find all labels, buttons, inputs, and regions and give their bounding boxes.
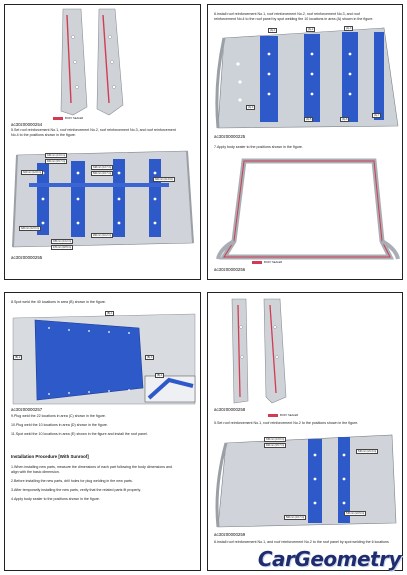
weld-area-label: (A)-5 [306,118,312,121]
dimension-label: 324 mm (12.8 in) [23,171,42,174]
procedure-line: 3.After temporarily installing the new parts, verify that the related parts fit properly. [11,488,141,492]
procedure-line: 4.Apply body sealer to the positions shown in the figure. [11,497,100,501]
weld-area-label: (A)-1 [270,29,276,32]
step-text-line: No.4 to the positions shown in the figure. [11,133,76,137]
dimension-label: 335 mm (13.2 in) [53,240,72,243]
weld-area-label: (B)-4 [157,374,163,377]
dimension-label: 345 mm (13.6 in) [266,438,285,441]
sealer-legend [53,117,83,120]
manual-page-4 [207,292,403,571]
pillar-sealer-illustration [228,297,298,407]
dimension-label: 300 mm (11.8 in) [155,178,173,181]
step-text-line: 10.Plug weld the 10 locations in area (D) shown in the figure. [11,423,108,427]
manual-page-2 [207,4,403,280]
legend-label: BODY SEALER [264,261,283,264]
figure-code: ac30z00000256 [214,267,246,272]
figure-code: ac30z00000257 [11,407,43,412]
dimension-label: 320 mm (12.6 in) [21,227,40,230]
dimension-label: 500 mm (19.7 in) [93,172,112,175]
manual-page-3 [4,292,201,571]
cargeometry-watermark-logo: CarGeometry [257,547,401,571]
dimension-label: 345 mm (13.6 in) [47,154,66,157]
procedure-line: align with the basic dimension. [11,470,60,474]
sealer-legend [268,414,298,417]
dimension-label: 260 mm (10.2 in) [93,234,112,237]
dimension-label: 400 mm (15.7 in) [47,160,66,163]
weld-area-label: (A)-3 [346,27,352,30]
dimension-label: 540 mm (21.3 in) [358,450,377,453]
manual-page-1 [4,4,201,280]
figure-code: ac30z00000259 [214,532,246,537]
dimension-label: 500 mm (19.7 in) [286,516,305,519]
sealer-swatch [268,414,278,416]
sealer-legend [252,261,282,264]
step-text: 7.Apply body sealer to the positions shown in the figure. [214,145,303,149]
step-text: 8.Spot weld the 40 locations in area (B) shown in the figure. [11,300,106,304]
step-text-line: reinforcement No.4 to the roof panel by spot welding the 10 locations in area (A) shown in the figure. [214,17,374,21]
step-text-line: 5.Set roof reinforcement No.1, roof reinforcement No.2, roof reinforcement No.3, and roof reinforcement [11,128,176,132]
weld-area-label: (A)-2 [308,28,314,31]
step-text: 6.Install roof reinforcement No.1, and roof reinforcement No.2 to the roof panel by spot welding the 6 locations [214,540,389,544]
sealer-swatch [53,117,63,119]
weld-area-label: (B)-1 [107,312,113,315]
dimension-label: 545 mm (21.5 in) [346,512,365,515]
weld-area-label: (B)-2 [15,356,21,359]
sealer-swatch [252,261,262,263]
dimension-label: 400 mm (15.7 in) [266,444,285,447]
procedure-line: 2.Before installing the new parts, drill holes for plug welding in the new parts. [11,479,133,483]
pillar-sealer-illustration [53,7,133,119]
weld-area-label: (A)-4 [248,106,254,109]
body-sealer-frame-illustration [214,153,400,263]
weld-area-label: (A)-7 [374,114,380,117]
section-heading: Installation Procedure [With Sunroof] [11,454,89,459]
figure-code: ac30z00000258 [214,407,246,412]
figure-code: ac30z00000254 [11,122,43,127]
step-text-line: 9.Plug weld the 22 locations in area (C) shown in the figure. [11,414,106,418]
legend-label: BODY SEALER [65,117,84,120]
procedure-line: 1.When installing new parts, measure the dimensions of each part following the body dimensions and [11,465,173,469]
weld-area-label: (A)-6 [342,118,348,121]
dimension-label: 348 mm (13.7 in) [93,166,112,169]
step-text-line: 6.Install roof reinforcement No.1, roof reinforcement No.2, roof reinforcement No.3, and roof [214,12,360,16]
figure-code: ac30z00000225 [214,134,246,139]
weld-area-label: (B)-3 [147,356,153,359]
dimension-label: 470 mm (18.5 in) [53,246,72,249]
legend-label: BODY SEALER [280,414,299,417]
figure-code: ac30z00000255 [11,255,43,260]
step-text-line: 11.Spot weld the 10 locations in area (E) shown in the figure and install the roof panel. [11,432,148,436]
roof-panel-spot-weld-illustration [9,308,199,408]
step-text: 5.Set roof reinforcement No.1, roof reinforcement No.2 to the positions shown in the figure. [214,421,359,425]
